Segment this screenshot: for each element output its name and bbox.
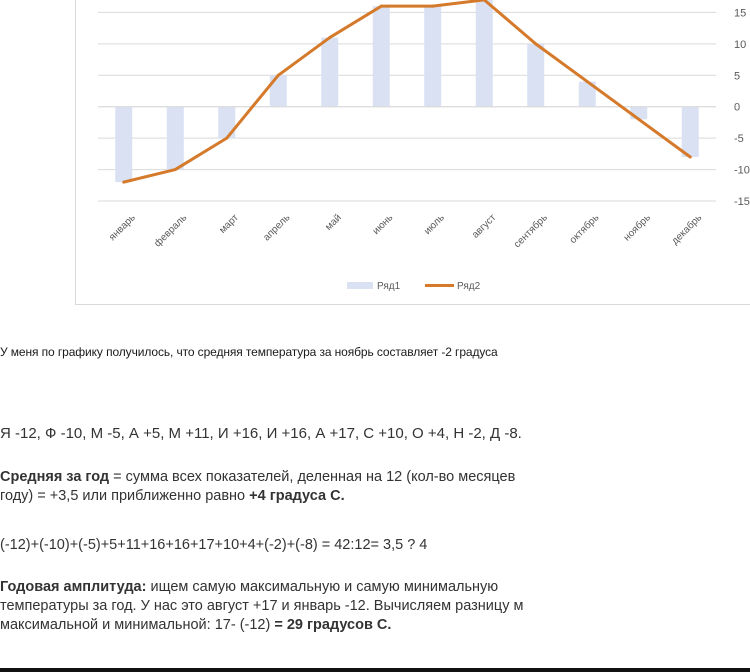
- average-text-2: году) = +3,5 или приближенно равно: [0, 488, 250, 504]
- y-tick-label: -10: [734, 164, 750, 177]
- y-tick-label: -5: [734, 133, 744, 146]
- line-point: [586, 80, 589, 83]
- line-point: [122, 181, 125, 184]
- y-tick-label: 15: [734, 7, 747, 20]
- x-tick-label: июль: [422, 212, 447, 238]
- amplitude-text-2: температуры за год. У нас это август +17 и январь -12. Вычисляем разницу м: [0, 598, 524, 614]
- amplitude-heading: Годовая амплитуда:: [0, 579, 147, 595]
- bar: [527, 44, 544, 107]
- legend-label: Ряд1: [377, 281, 401, 292]
- amplitude-text-3: максимальной и минимальной: 17- (-12): [0, 617, 275, 633]
- amplitude-paragraph: [0, 578, 750, 635]
- x-tick-label: апрель: [261, 212, 293, 244]
- series-line: [124, 0, 691, 182]
- x-tick-label: сентябрь: [511, 212, 550, 251]
- bar: [476, 0, 493, 107]
- line-point: [637, 118, 640, 121]
- bar: [424, 6, 441, 107]
- line-point: [174, 168, 177, 171]
- x-tick-label: декабрь: [669, 212, 705, 248]
- bar: [373, 6, 390, 107]
- bar: [167, 107, 184, 170]
- legend-swatch-bar: [347, 282, 373, 289]
- y-tick-label: 5: [734, 70, 741, 83]
- x-tick-label: январь: [107, 212, 138, 244]
- average-result: +4 градуса С.: [249, 488, 345, 504]
- bar: [115, 107, 132, 182]
- line-point: [431, 5, 434, 8]
- y-tick-label: -15: [734, 196, 750, 208]
- amplitude-result: = 29 градусов С.: [274, 617, 392, 633]
- line-point: [277, 74, 280, 77]
- average-paragraph: [0, 468, 750, 506]
- line-point: [225, 137, 228, 140]
- bar: [270, 75, 287, 106]
- calculation-line: (-12)+(-10)+(-5)+5+11+16+16+17+10+4+(-2)+(-8) = 42:12= 3,5 ? 4: [0, 537, 428, 553]
- note-text: У меня по графику получилось, что средняя температура за ноябрь составляет -2 градуса: [0, 345, 498, 359]
- legend-label: Ряд2: [457, 281, 481, 292]
- y-tick-label: 0: [734, 101, 741, 114]
- amplitude-text-1: ищем самую максимальную и самую минимальную: [146, 579, 499, 595]
- average-heading: Средняя за год: [0, 469, 110, 485]
- line-point: [534, 42, 537, 45]
- y-tick-label: 10: [734, 38, 747, 51]
- x-tick-label: август: [470, 212, 499, 241]
- bar: [630, 107, 647, 120]
- x-tick-label: июнь: [370, 212, 396, 237]
- x-tick-label: май: [323, 212, 344, 233]
- x-tick-label: октябрь: [567, 212, 602, 246]
- x-tick-label: февраль: [152, 212, 190, 250]
- x-tick-label: март: [217, 212, 241, 236]
- bar: [682, 107, 699, 157]
- bar: [321, 38, 338, 107]
- bottom-border: [0, 668, 750, 672]
- temperature-chart: [76, 0, 750, 304]
- bar: [218, 107, 235, 138]
- line-point: [328, 36, 331, 39]
- line-point: [689, 156, 692, 159]
- chart-panel: [75, 0, 750, 305]
- monthly-values-list: Я -12, Ф -10, М -5, А +5, М +11, И +16, И +16, А +17, С +10, О +4, Н -2, Д -8.: [0, 425, 522, 442]
- line-point: [380, 5, 383, 8]
- x-tick-label: ноябрь: [621, 212, 653, 244]
- average-text-1: = сумма всех показателей, деленная на 12 (кол-во месяцев: [109, 469, 516, 485]
